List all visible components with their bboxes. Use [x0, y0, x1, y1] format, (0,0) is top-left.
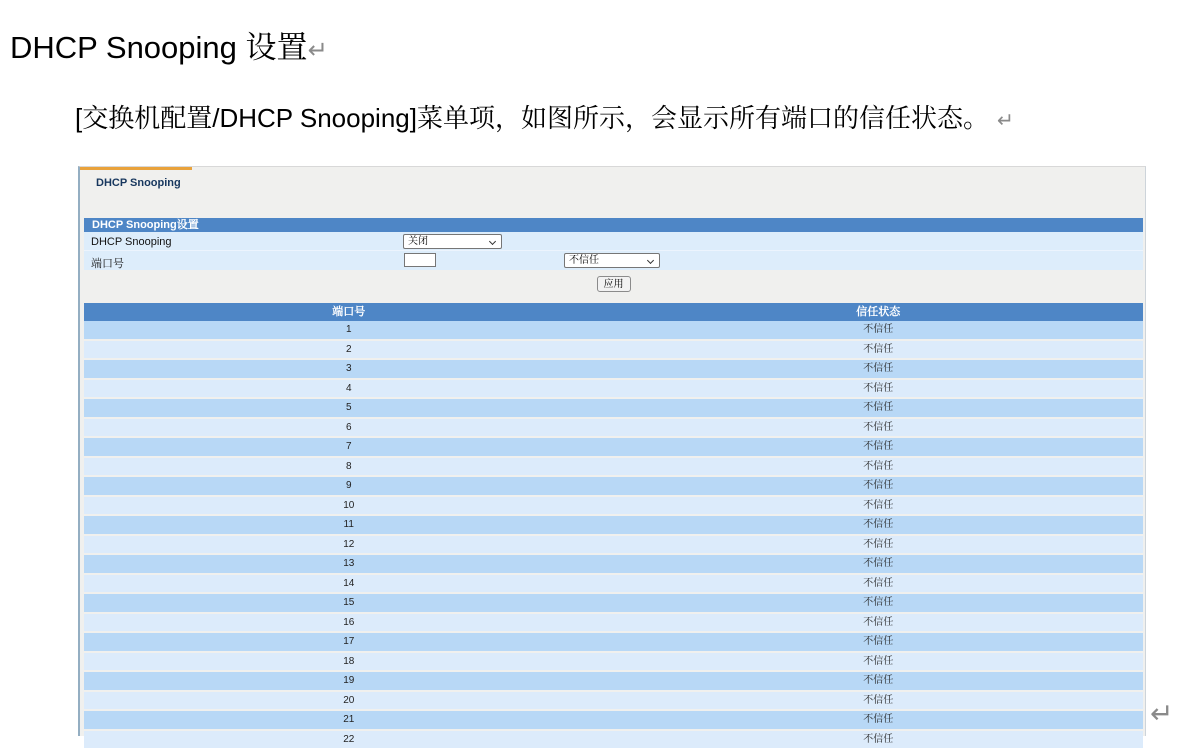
figure-return-mark: ↵: [1150, 698, 1174, 729]
trust-status-cell: 不信任: [863, 636, 894, 647]
table-gap: [84, 296, 1143, 303]
trust-status-cell: 不信任: [863, 363, 894, 374]
table-row: [84, 575, 1143, 593]
trust-status-cell: 不信任: [863, 714, 894, 725]
table-row: [84, 633, 1143, 651]
port-number-input[interactable]: [404, 253, 436, 267]
table-row: [84, 536, 1143, 554]
paragraph-return-mark: ↵: [996, 110, 1014, 132]
port-cell: 20: [343, 694, 355, 706]
trust-status-cell: 不信任: [863, 558, 894, 569]
port-cell: 17: [343, 636, 355, 647]
trust-status-cell: 不信任: [863, 519, 894, 530]
table-row: [84, 399, 1143, 417]
active-tab-accent-bar: [80, 167, 192, 170]
page-title: [10, 22, 328, 67]
table-row: [84, 341, 1143, 359]
table-row: [84, 692, 1143, 710]
trust-status-cell: 不信任: [863, 382, 894, 394]
table-row: [84, 438, 1143, 456]
trust-status-cell: 不信任: [863, 441, 894, 452]
table-row: [84, 321, 1143, 339]
tab-dhcp-snooping[interactable]: DHCP Snooping: [96, 177, 181, 189]
table-row: [84, 711, 1143, 729]
trust-status-cell: 不信任: [863, 421, 894, 433]
table-row: [84, 672, 1143, 690]
trust-status-cell: 不信任: [863, 616, 894, 628]
trust-status-cell: 不信任: [863, 538, 894, 550]
trust-status-cell: 不信任: [863, 675, 894, 686]
table-row: [84, 380, 1143, 398]
port-cell: 1: [345, 324, 352, 335]
table-row: [84, 731, 1143, 749]
dhcp-snooping-screenshot-panel: [78, 166, 1146, 745]
table-row: [84, 614, 1143, 632]
trust-status-cell: 不信任: [863, 694, 894, 706]
dhcp-snooping-form-row: [84, 232, 1143, 251]
dhcp-snooping-select-value: 关闭: [408, 236, 428, 247]
trust-status-cell: 不信任: [863, 480, 894, 491]
trust-status-cell: 不信任: [863, 733, 894, 745]
trust-status-select-value: 不信任: [569, 255, 599, 266]
table-row: [84, 458, 1143, 476]
paragraph-return-mark: ↵: [307, 37, 328, 64]
table-row: [84, 555, 1143, 573]
port-cell: 15: [343, 597, 355, 608]
table-row: [84, 653, 1143, 671]
port-cell: 22: [343, 733, 355, 745]
apply-button-row: [84, 270, 1143, 296]
port-cell: 9: [345, 480, 352, 491]
port-cell: 10: [343, 499, 355, 511]
dhcp-snooping-select[interactable]: [403, 234, 502, 249]
port-cell: 3: [345, 363, 352, 374]
table-row: [84, 419, 1143, 437]
table-row: [84, 594, 1143, 612]
chevron-down-icon: [489, 238, 496, 245]
intro-paragraph-text: [交换机配置/DHCP Snooping]菜单项，如图所示，会显示所有端口的信任状态。: [75, 103, 989, 133]
trust-status-cell: 不信任: [863, 324, 894, 335]
trust-status-cell: 不信任: [863, 655, 894, 667]
table-header-port: 端口号: [332, 306, 366, 318]
trust-status-cell: 不信任: [863, 577, 894, 589]
port-cell: 11: [343, 519, 354, 530]
port-number-label: 端口号: [91, 258, 124, 270]
port-cell: 4: [345, 382, 352, 394]
port-cell: 16: [343, 616, 355, 628]
dhcp-snooping-label: DHCP Snooping: [91, 236, 172, 248]
port-cell: 19: [343, 675, 355, 686]
port-cell: 5: [345, 402, 352, 413]
port-cell: 18: [343, 655, 355, 667]
port-cell: 6: [345, 421, 352, 433]
port-cell: 7: [345, 441, 352, 452]
table-header-row: [84, 303, 1143, 321]
table-row: [84, 477, 1143, 495]
table-row: [84, 497, 1143, 515]
intro-paragraph: [75, 98, 1014, 135]
trust-status-cell: 不信任: [863, 343, 894, 355]
port-cell: 14: [343, 577, 355, 589]
port-cell: 12: [343, 538, 355, 550]
page-title-text: DHCP Snooping 设置: [10, 30, 308, 65]
table-row: [84, 360, 1143, 378]
table-header-trust-status: 信任状态: [856, 306, 901, 318]
port-status-table-body: [84, 321, 1143, 748]
port-cell: 13: [343, 558, 355, 569]
trust-status-cell: 不信任: [863, 402, 894, 413]
panel-content: [84, 218, 1143, 750]
section-header: DHCP Snooping设置: [84, 218, 1143, 232]
trust-status-select[interactable]: [564, 253, 660, 268]
table-row: [84, 516, 1143, 534]
chevron-down-icon: [647, 257, 654, 264]
port-cell: 21: [343, 714, 355, 725]
apply-button[interactable]: 应用: [597, 276, 631, 292]
port-cell: 2: [345, 343, 352, 355]
port-cell: 8: [345, 460, 352, 472]
trust-status-cell: 不信任: [863, 499, 894, 511]
trust-status-cell: 不信任: [863, 597, 894, 608]
port-form-row: [84, 251, 1143, 270]
trust-status-cell: 不信任: [863, 460, 894, 472]
port-status-table: [84, 303, 1143, 748]
